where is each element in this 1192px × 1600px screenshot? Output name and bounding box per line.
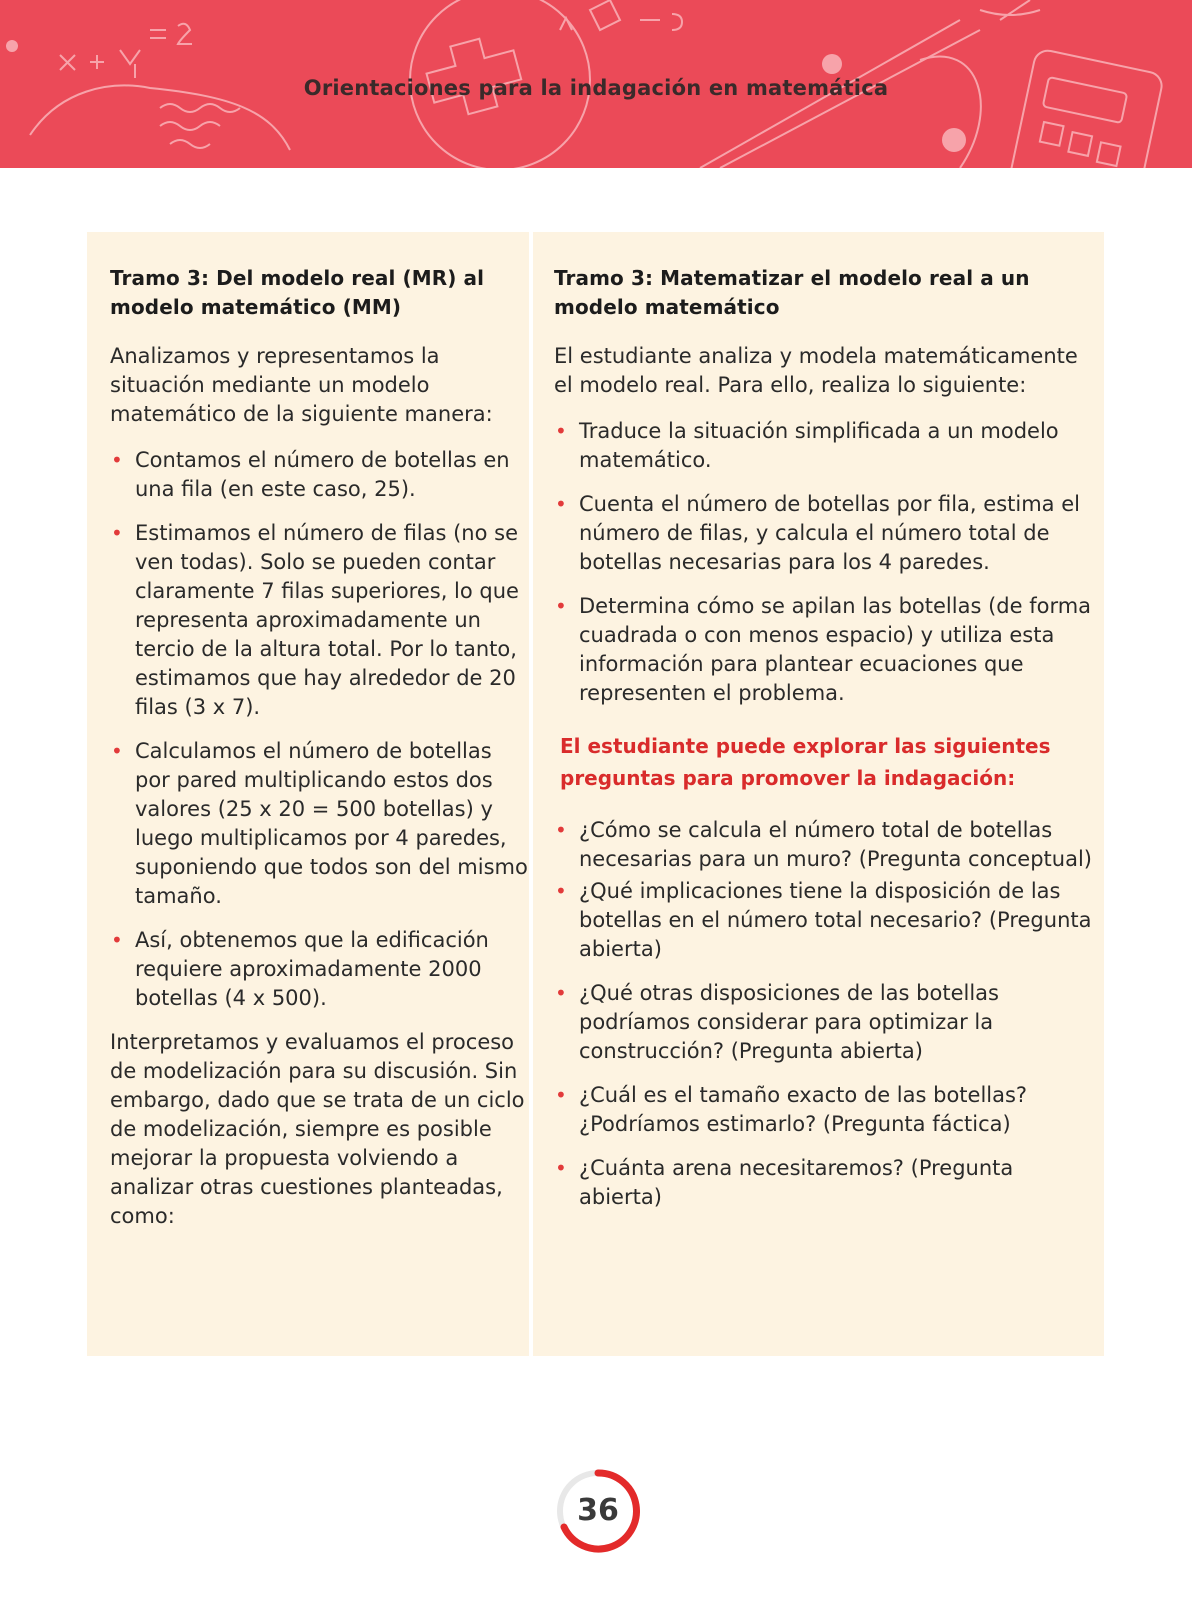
list-item (110, 926, 530, 1013)
bullet-icon: • (555, 1083, 567, 1107)
question-item (554, 1081, 1094, 1139)
question-text: ¿Cómo se calcula el número total de botellas necesarias para un muro? (Pregunta conceptual) (579, 818, 1092, 871)
bullet-icon: • (555, 981, 567, 1005)
bullet-icon: • (111, 448, 123, 472)
inquiry-question-list (554, 816, 1094, 1212)
inquiry-title: El estudiante puede explorar las siguientes preguntas para promover la indagación: (560, 734, 1051, 790)
bullet-icon: • (111, 521, 123, 545)
bullet-icon: • (555, 492, 567, 516)
question-item (554, 1154, 1094, 1212)
header-banner (0, 0, 1192, 168)
list-item (554, 490, 1094, 577)
bullet-icon: • (555, 1156, 567, 1180)
question-text: ¿Qué otras disposiciones de las botellas podríamos considerar para optimizar la construcción? (Pregunta abierta) (579, 981, 999, 1063)
question-item (554, 877, 1094, 964)
bullet-icon: • (555, 594, 567, 618)
left-column (110, 264, 530, 1248)
list-item-text: Traduce la situación simplificada a un modelo matemático. (579, 419, 1059, 472)
question-text: ¿Cuál es el tamaño exacto de las botellas? ¿Podríamos estimarlo? (Pregunta fáctica) (579, 1083, 1028, 1136)
right-column (554, 264, 1094, 1227)
page-number: 36 (577, 1493, 619, 1528)
left-closing: Interpretamos y evaluamos el proceso de modelización para su discusión. Sin embargo, dado que se trata de un ciclo de modelización, siempre es posible mejorar la propuesta volviendo a analizar otras cuestiones planteadas, como: (110, 1030, 525, 1228)
list-item (110, 519, 530, 722)
list-item-text: Estimamos el número de filas (no se ven todas). Solo se pueden contar claramente 7 filas superiores, lo que representa aproximadamente un tercio de la altura total. Por lo tanto, estimamos que hay alrededor de 20 filas (3 x 7). (135, 521, 519, 719)
bullet-icon: • (111, 739, 123, 763)
right-intro: El estudiante analiza y modela matemáticamente el modelo real. Para ello, realiza lo siguiente: (554, 344, 1078, 397)
question-item (554, 816, 1094, 874)
right-bullet-list (554, 417, 1094, 708)
list-item-text: Determina cómo se apilan las botellas (de forma cuadrada o con menos espacio) y utiliza esta información para plantear ecuaciones que representen el problema. (579, 594, 1092, 705)
question-text: ¿Cuánta arena necesitaremos? (Pregunta abierta) (579, 1156, 1014, 1209)
list-item (554, 417, 1094, 475)
list-item-text: Contamos el número de botellas en una fila (en este caso, 25). (135, 448, 510, 501)
page-number-badge (556, 1469, 640, 1553)
left-intro: Analizamos y representamos la situación mediante un modelo matemático de la siguiente manera: (110, 344, 493, 426)
bullet-icon: • (111, 928, 123, 952)
list-item-text: Cuenta el número de botellas por fila, estima el número de filas, y calcula el número total de botellas necesarias para los 4 paredes. (579, 492, 1080, 574)
list-item (554, 592, 1094, 708)
list-item (110, 446, 530, 504)
bullet-icon: • (555, 419, 567, 443)
bullet-icon: • (555, 818, 567, 842)
left-bullet-list (110, 446, 530, 1013)
list-item-text: Calculamos el número de botellas por pared multiplicando estos dos valores (25 x 20 = 500 botellas) y luego multiplicamos por 4 paredes, suponiendo que todos son del mismo tamaño. (135, 739, 528, 908)
list-item (110, 737, 530, 911)
right-heading: Tramo 3: Matematizar el modelo real a un modelo matemático (554, 266, 1030, 319)
bullet-icon: • (555, 879, 567, 903)
question-text: ¿Qué implicaciones tiene la disposición de las botellas en el número total necesario? (Pregunta abierta) (579, 879, 1092, 961)
header-title: Orientaciones para la indagación en matemática (303, 76, 889, 100)
left-heading: Tramo 3: Del modelo real (MR) al modelo matemático (MM) (110, 266, 485, 319)
list-item-text: Así, obtenemos que la edificación requiere aproximadamente 2000 botellas (4 x 500). (135, 928, 489, 1010)
question-item (554, 979, 1094, 1066)
